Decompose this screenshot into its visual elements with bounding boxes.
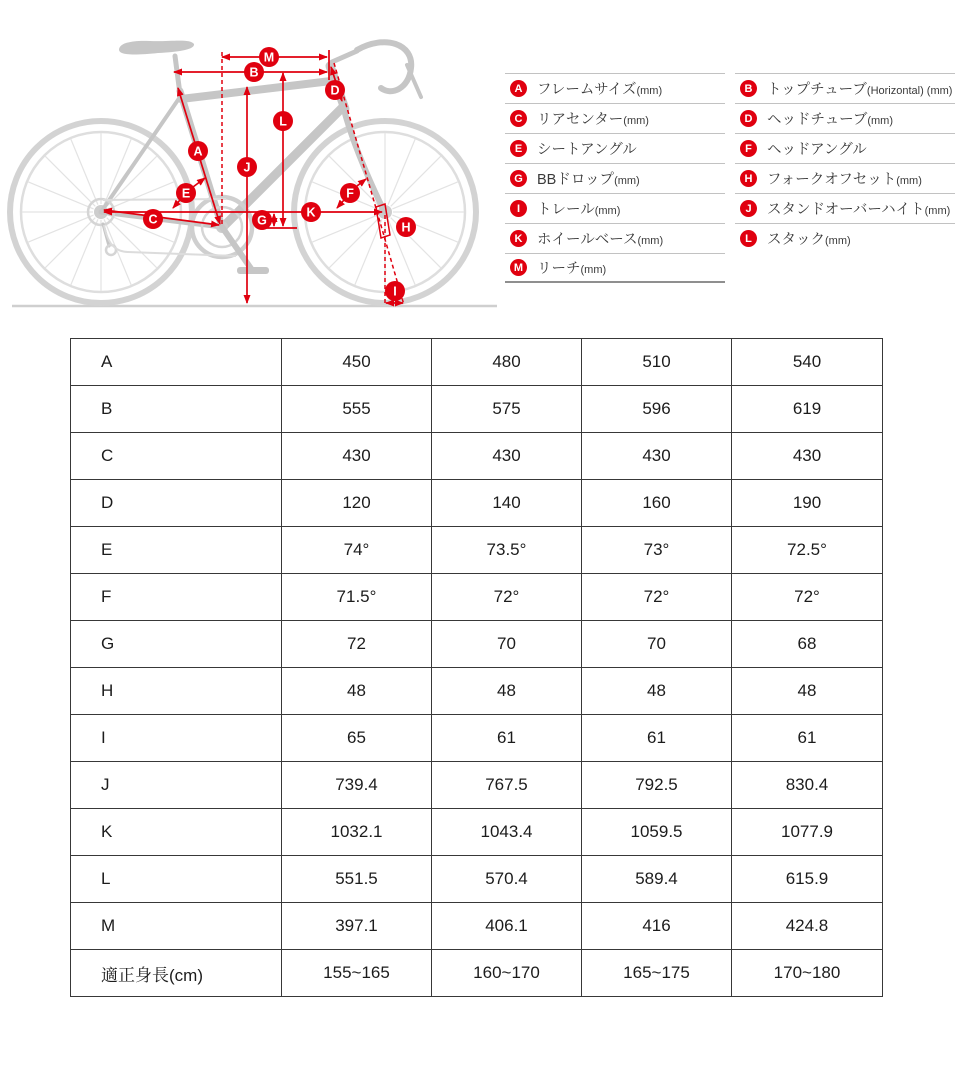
legend-item-c [505, 103, 725, 133]
head-angle-arrow-down [337, 200, 344, 208]
row-label: L [71, 856, 282, 903]
value-cell: 570.4 [432, 856, 582, 903]
value-cell: 767.5 [432, 762, 582, 809]
diagram-badge-l [273, 111, 293, 131]
row-label: G [71, 621, 282, 668]
value-cell: 540 [732, 339, 883, 386]
value-cell: 61 [732, 715, 883, 762]
legend-label: ホイールベース(mm) [537, 232, 664, 248]
value-cell: 551.5 [282, 856, 432, 903]
diagram-badge-a-letter: A [193, 144, 203, 159]
handlebar [357, 42, 411, 91]
value-cell: 48 [432, 668, 582, 715]
legend-badge-j: J [740, 200, 757, 217]
pedal [237, 267, 269, 274]
legend-label: リアセンター(mm) [537, 112, 649, 128]
value-cell: 1059.5 [582, 809, 732, 856]
value-cell: 397.1 [282, 903, 432, 950]
legend-item-k [505, 223, 725, 253]
legend-label: トレール(mm) [537, 202, 621, 218]
legend-column-right [735, 73, 955, 283]
legend-label: スタック(mm) [767, 232, 851, 248]
value-cell: 155~165 [282, 950, 432, 997]
value-cell: 615.9 [732, 856, 883, 903]
legend-label-suffix: (mm) [636, 85, 663, 97]
legend-badge-h: H [740, 170, 757, 187]
legend-column-left [505, 73, 725, 283]
diagram-badge-i [385, 281, 405, 301]
legend [505, 73, 955, 283]
diagram-badge-b [244, 62, 264, 82]
diagram-badge-m [259, 47, 279, 67]
legend-badge-d: D [740, 110, 757, 127]
value-cell: 48 [732, 668, 883, 715]
value-cell: 619 [732, 386, 883, 433]
value-cell: 430 [432, 433, 582, 480]
value-cell: 70 [432, 621, 582, 668]
seat-angle-arrow-up [193, 178, 205, 187]
legend-badge-a: A [510, 80, 527, 97]
diagram-badge-d-letter: D [330, 83, 340, 98]
legend-label: ヘッドチューブ(mm) [767, 112, 893, 128]
stem [332, 51, 357, 62]
legend-label-suffix: (mm) [623, 115, 649, 127]
table-row [71, 433, 883, 480]
value-cell: 430 [582, 433, 732, 480]
value-cell: 1043.4 [432, 809, 582, 856]
legend-label: スタンドオーバーハイト(mm) [767, 202, 951, 218]
row-label: 適正身長(cm) [71, 950, 282, 997]
value-cell: 424.8 [732, 903, 883, 950]
value-cell: 510 [582, 339, 732, 386]
legend-badge-e: E [510, 140, 527, 157]
geometry-table-body [71, 339, 883, 997]
value-cell: 61 [432, 715, 582, 762]
geometry-diagram [0, 0, 500, 320]
legend-badge-l: L [740, 230, 757, 247]
legend-label: ヘッドアングル [767, 142, 867, 158]
value-cell: 830.4 [732, 762, 883, 809]
diagram-badge-j-letter: J [243, 160, 251, 175]
legend-label: フォークオフセット(mm) [767, 172, 922, 188]
legend-label: リーチ(mm) [537, 261, 607, 277]
legend-label: シートアングル [537, 142, 637, 158]
diagram-badge-e [176, 183, 196, 203]
legend-badge-k: K [510, 230, 527, 247]
diagram-badge-i-letter: I [393, 284, 397, 299]
diagram-badge-d [325, 80, 345, 100]
table-row [71, 856, 883, 903]
value-cell: 406.1 [432, 903, 582, 950]
table-row [71, 527, 883, 574]
value-cell: 74° [282, 527, 432, 574]
diagram-badge-k [301, 202, 321, 222]
diagram-badge-k-letter: K [306, 205, 316, 220]
value-cell: 575 [432, 386, 582, 433]
value-cell: 72° [432, 574, 582, 621]
diagram-badge-a [188, 141, 208, 161]
value-cell: 65 [282, 715, 432, 762]
value-cell: 68 [732, 621, 883, 668]
value-cell: 190 [732, 480, 883, 527]
value-cell: 48 [582, 668, 732, 715]
diagram-badge-f [340, 183, 360, 203]
chain-top [103, 199, 226, 200]
legend-item-a [505, 73, 725, 103]
legend-item-e [505, 133, 725, 163]
geometry-table [70, 338, 883, 997]
value-cell: 1077.9 [732, 809, 883, 856]
value-cell: 72.5° [732, 527, 883, 574]
value-cell: 1032.1 [282, 809, 432, 856]
legend-label: フレームサイズ(mm) [537, 82, 663, 98]
value-cell: 555 [282, 386, 432, 433]
legend-label: トップチューブ(Horizontal) (mm) [767, 82, 953, 98]
table-row [71, 809, 883, 856]
legend-badge-m: M [510, 259, 527, 276]
legend-item-i [505, 193, 725, 223]
diagram-badge-j [237, 157, 257, 177]
value-cell: 739.4 [282, 762, 432, 809]
value-cell: 430 [282, 433, 432, 480]
value-cell: 72° [582, 574, 732, 621]
table-row [71, 480, 883, 527]
legend-badge-i: I [510, 200, 527, 217]
table-row [71, 950, 883, 997]
table-row [71, 339, 883, 386]
saddle [119, 41, 194, 55]
diagram-badge-h-letter: H [401, 220, 411, 235]
seat-angle-arrow-down [173, 200, 180, 208]
table-row [71, 574, 883, 621]
legend-label: BBドロップ(mm) [537, 172, 640, 188]
legend-label-suffix: (mm) [594, 205, 621, 217]
value-cell: 160 [582, 480, 732, 527]
value-cell: 73° [582, 527, 732, 574]
legend-item-l [735, 223, 955, 253]
table-row [71, 762, 883, 809]
legend-badge-f: F [740, 140, 757, 157]
row-label: C [71, 433, 282, 480]
top-tube [181, 81, 331, 99]
row-label: J [71, 762, 282, 809]
legend-item-g [505, 163, 725, 193]
row-label: F [71, 574, 282, 621]
head-angle-arrow-up [357, 179, 366, 186]
diagram-badge-g [252, 210, 272, 230]
row-label: M [71, 903, 282, 950]
legend-label-suffix: (mm) [580, 264, 607, 276]
diagram-badge-c-letter: C [148, 212, 158, 227]
diagram-badge-c [143, 209, 163, 229]
legend-label-suffix: (mm) [614, 175, 640, 187]
legend-label-suffix: (mm) [825, 235, 851, 247]
legend-badge-g: G [510, 170, 527, 187]
legend-label-suffix: (mm) [637, 235, 664, 247]
value-cell: 416 [582, 903, 732, 950]
legend-item-f [735, 133, 955, 163]
row-label: D [71, 480, 282, 527]
value-cell: 71.5° [282, 574, 432, 621]
legend-label-suffix: (mm) [896, 175, 922, 187]
diagram-badge-f-letter: F [346, 186, 354, 201]
legend-badge-c: C [510, 110, 527, 127]
value-cell: 160~170 [432, 950, 582, 997]
row-label: H [71, 668, 282, 715]
value-cell: 596 [582, 386, 732, 433]
value-cell: 72° [732, 574, 883, 621]
diagram-badge-h [396, 217, 416, 237]
value-cell: 792.5 [582, 762, 732, 809]
value-cell: 120 [282, 480, 432, 527]
legend-label-suffix: (mm) [924, 205, 951, 217]
legend-badge-b: B [740, 80, 757, 97]
legend-label-suffix: (mm) [867, 115, 893, 127]
row-label: E [71, 527, 282, 574]
value-cell: 48 [282, 668, 432, 715]
diagram-badge-e-letter: E [181, 186, 191, 201]
table-row [71, 715, 883, 762]
row-label: A [71, 339, 282, 386]
legend-item-h [735, 163, 955, 193]
value-cell: 450 [282, 339, 432, 386]
table-row [71, 903, 883, 950]
legend-label-suffix: (Horizontal) (mm) [866, 85, 953, 97]
value-cell: 589.4 [582, 856, 732, 903]
diagram-badge-g-letter: G [257, 213, 267, 228]
value-cell: 165~175 [582, 950, 732, 997]
legend-item-b [735, 73, 955, 103]
row-label: I [71, 715, 282, 762]
diagram-badge-m-letter: M [263, 50, 275, 65]
value-cell: 73.5° [432, 527, 582, 574]
value-cell: 61 [582, 715, 732, 762]
value-cell: 70 [582, 621, 732, 668]
legend-item-d [735, 103, 955, 133]
table-row [71, 621, 883, 668]
row-label: K [71, 809, 282, 856]
legend-item-j [735, 193, 955, 223]
diagram-badge-b-letter: B [249, 65, 259, 80]
table-row [71, 668, 883, 715]
value-cell: 72 [282, 621, 432, 668]
diagram-badge-l-letter: L [279, 114, 287, 129]
value-cell: 480 [432, 339, 582, 386]
row-label: B [71, 386, 282, 433]
table-row [71, 386, 883, 433]
legend-item-m [505, 253, 725, 283]
value-cell: 170~180 [732, 950, 883, 997]
value-cell: 430 [732, 433, 883, 480]
value-cell: 140 [432, 480, 582, 527]
